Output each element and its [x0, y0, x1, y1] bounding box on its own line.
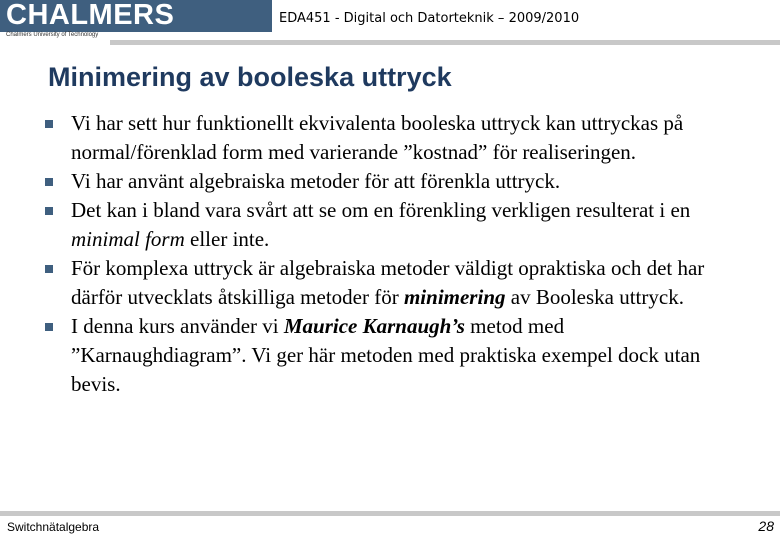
- bullet-text-end: av Booleska uttryck.: [505, 285, 684, 309]
- bullet-text-start: Det kan i bland vara svårt att se om en förenkling verkligen resulterat i en: [71, 198, 691, 222]
- bullet-text-start: I denna kurs använder vi: [71, 314, 284, 338]
- bullet-text-start: För komplexa uttryck är algebraiska metoder väldigt opraktiska och det har därför utvecklats åtskilliga metoder för: [71, 256, 705, 309]
- bullet-text: Vi har använt algebraiska metoder för att förenkla uttryck.: [71, 169, 561, 193]
- footer-divider: [0, 511, 780, 516]
- square-bullet-icon: [45, 207, 53, 215]
- emphasis-maurice-karnaugh: Maurice Karnaugh’s: [283, 314, 465, 338]
- bullet-item-5: [44, 312, 744, 399]
- slide-header: [0, 0, 780, 42]
- bullet-text-end: eller inte.: [184, 227, 270, 251]
- bullet-text: Vi har sett hur funktionellt ekvivalenta booleska uttryck kan uttryckas på normal/förenklad form med varierande ”kostnad” för realiseringen.: [71, 111, 684, 164]
- bullet-item-2: [44, 167, 744, 196]
- header-divider: [110, 40, 780, 45]
- bullet-list: [44, 109, 744, 399]
- course-title: EDA451 - Digital och Datorteknik – 2009/2010: [279, 11, 580, 26]
- slide-title: Minimering av booleska uttryck: [48, 62, 452, 92]
- bullet-text-end: metod med ”Karnaughdiagram”. Vi ger här metoden med praktiska exempel dock utan bevis.: [71, 314, 701, 396]
- page-number: 28: [758, 518, 774, 534]
- bullet-item-4: [44, 254, 744, 312]
- emphasis-minimal-form: minimal form: [71, 227, 185, 251]
- square-bullet-icon: [45, 265, 53, 273]
- square-bullet-icon: [45, 178, 53, 186]
- bullet-item-1: [44, 109, 744, 167]
- logo-subtext: Chalmers University of Technology: [6, 32, 99, 38]
- bullet-item-3: [44, 196, 744, 254]
- chalmers-logo: [0, 0, 272, 32]
- square-bullet-icon: [45, 120, 53, 128]
- logo-wordmark: CHALMERS: [6, 0, 175, 31]
- emphasis-minimering: minimering: [403, 285, 506, 309]
- footer-label: Switchnätalgebra: [7, 520, 100, 534]
- square-bullet-icon: [45, 323, 53, 331]
